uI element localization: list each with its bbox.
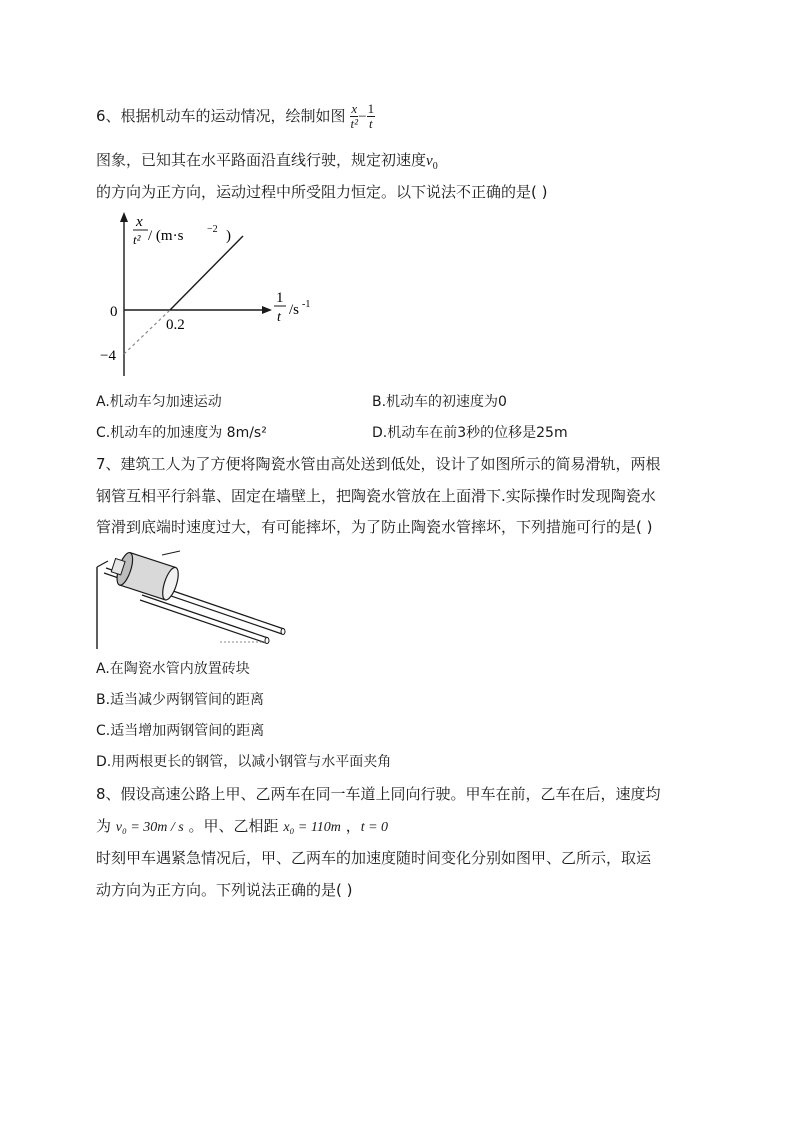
q8-stem-line2: 为 v₀ = 30m / s 。甲、乙相距 x₀ = 110m ，t = 0 [96,817,389,835]
q8-x0-equation: x₀ = 110m [283,820,341,835]
q6-dashed-line [124,310,170,354]
q7-stem-line1: 7、建筑工人为了方便将陶瓷水管由高处送到低处，设计了如图所示的简易滑轨，两根 [96,455,661,473]
q6-y-label-exp: −2 [207,224,218,235]
q6-option-a[interactable]: A.机动车匀加速运动 [96,394,222,410]
q6-graph [100,208,330,380]
q8-v0-equation: v₀ = 30m / s [115,820,184,835]
q7-option-c[interactable]: C.适当增加两钢管间的距离 [96,723,265,739]
q6-stem-line1 [96,102,375,131]
q6-y-label-num: x [136,214,143,230]
q6-x-label-unit: /s [289,302,300,318]
q8-stem-line3: 时刻甲车遇紧急情况后，甲、乙两车的加速度随时间变化分别如图甲、乙所示，取运 [96,849,652,867]
q6-y-tick-label: −4 [100,348,116,364]
q6-v0: v [426,153,433,169]
q6-fraction-x-over-t2: $\frac{x}{\text{t²}}$ [350,101,358,131]
q6-stem-a: 根据机动车的运动情况，绘制如图 [120,107,346,125]
q6-stem-line2: 图象，已知其在水平路面沿直线行驶，规定初速度$v_0$ [96,151,438,172]
q6-number: 6、 [96,107,121,125]
q6-data-line [170,236,243,310]
q6-option-c[interactable]: C.机动车的加速度为 8m/s² [96,425,267,441]
q6-y-label-den: t² [133,232,141,247]
q6-fraction-1-over-t: $\frac{1}{t}$ [367,101,375,131]
q7-ceramic-pipe [108,549,181,602]
q6-stem-line3: 的方向为正方向，运动过程中所受阻力恒定。以下说法不正确的是( ) [96,183,548,201]
q7-stem-line3: 管滑到底端时速度过大，有可能摔坏，为了防止陶瓷水管摔坏，下列措施可行的是( ) [96,518,653,536]
q6-x-label-num: 1 [276,290,284,306]
q6-y-axis-arrow [120,212,128,222]
q6-option-b[interactable]: B.机动车的初速度为0 [372,394,507,410]
q8-stem-line4: 动方向为正方向。下列说法正确的是( ) [96,881,353,899]
q6-x-axis-arrow [262,306,272,314]
q7-option-a[interactable]: A.在陶瓷水管内放置砖块 [96,661,250,677]
q6-minus: − [358,109,367,125]
q6-option-d[interactable]: D.机动车在前3秒的位移是25m [372,425,568,441]
q8-t-equation: t = 0 [360,820,389,835]
q7-option-d[interactable]: D.用两根更长的钢管，以减小钢管与水平面夹角 [96,754,392,770]
q6-origin-label: 0 [110,304,118,320]
q8-stem-line1: 8、假设高速公路上甲、乙两车在同一车道上同向行驶。甲车在前，乙车在后，速度均 [96,785,661,803]
q6-y-label-close: ) [226,228,231,244]
q7-option-b[interactable]: B.适当减少两钢管间的距离 [96,692,265,708]
q6-x-label-exp: -1 [302,299,311,310]
q6-x-label-den: t [277,310,281,325]
q7-slide-rail-illustration [92,545,292,650]
q6-x-tick-label: 0.2 [166,317,185,333]
q6-y-label-unit: / (m·s [148,228,184,244]
q7-stem-line2: 钢管互相平行斜靠、固定在墙壁上，把陶瓷水管放在上面滑下.实际操作时发现陶瓷水 [96,487,656,505]
